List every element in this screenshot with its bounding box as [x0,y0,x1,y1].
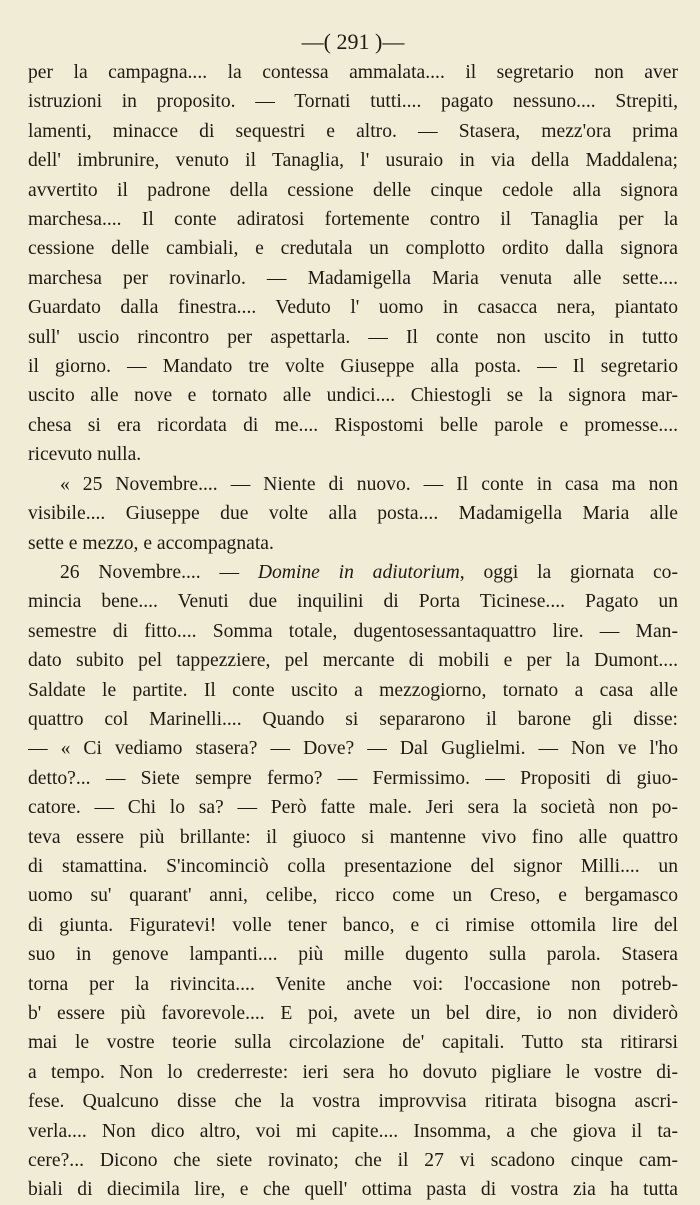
text-line: lamenti, minacce di sequestri e altro. — Stasera, mezz'ora prima [28,120,678,142]
text-line: visibile.... Giuseppe due volte alla posta.... Madamigella Maria alle [28,503,678,525]
text-line: dato subito pel tappezziere, pel mercante di mobili e per la Dumont.... [28,650,678,672]
text-line: sette e mezzo, e accompagnata. [28,532,274,554]
text-line: di giunta. Figuratevi! volle tener banco, e ci rimise ottomila lire del [28,914,678,936]
text-line: torna per la rivincita.... Venite anche voi: l'occasione non potreb- [28,973,678,995]
text-line: uscito alle nove e tornato alle undici.... Chiestogli se la signora mar- [28,385,678,407]
italic-phrase: Domine in adiutorium [257,561,460,583]
text-line: ricevuto nulla. [28,444,142,466]
text-line: semestre di fitto.... Somma totale, dugentosessantaquattro lire. — Man- [28,620,678,642]
text-line: marchesa per rovinarlo. — Madamigella Maria venuta alle sette.... [28,267,678,289]
page-number-header: —( 291 )— [301,29,405,54]
text-segment: , oggi la giornata co- [459,561,678,583]
text-line: marchesa.... Il conte adiratosi fortemente contro il Tanaglia per la [28,209,678,231]
text-line: Saldate le partite. Il conte uscito a mezzogiorno, tornato a casa alle [28,679,678,701]
text-line [28,558,678,587]
text-line: biali di diecimila lire, e che quell' ottima pasta di vostra zia ha tutta [28,1179,678,1201]
text-line: cessione delle cambiali, e credutala un complotto ordito dalla signora [28,238,678,260]
text-line: « 25 Novembre.... — Niente di nuovo. — Il conte in casa ma non [60,473,678,495]
text-line: — « Ci vediamo stasera? — Dove? — Dal Guglielmi. — Non ve l'ho [28,738,678,760]
text-line: dell' imbrunire, venuto il Tanaglia, l' usuraio in via della Maddalena; [28,150,678,172]
text-line: cere?... Dicono che siete rovinato; che il 27 vi scadono cinque cam- [28,1150,678,1172]
text-line: mai le vostre teorie sulla circolazione de' capitali. Tutto sta ritirarsi [28,1032,678,1054]
text-line: quattro col Marinelli.... Quando si separarono il barone gli disse: [28,708,678,730]
text-line: verla.... Non dico altro, voi mi capite.... Insomma, a che giova il ta- [28,1120,678,1142]
text-line: il giorno. — Mandato tre volte Giuseppe alla posta. — Il segretario [28,356,678,378]
text-line: istruzioni in proposito. — Tornati tutti.... pagato nessuno.... Strepiti, [28,91,678,113]
text-line: uomo su' quarant' anni, celibe, ricco come un Creso, e bergamasco [28,885,678,907]
text-line: di stamattina. S'incominciò colla presentazione del signor Milli.... un [28,855,678,877]
text-line: teva essere più brillante: il giuoco si mantenne vivo fino alle quattro [28,826,678,848]
text-line: per la campagna.... la contessa ammalata.... il segretario non aver [28,62,678,83]
text-line: sull' uscio rincontro per aspettarla. — Il conte non uscito in tutto [28,326,678,348]
text-line: a tempo. Non lo crederreste: ieri sera ho dovuto pigliare le vostre di- [28,1061,678,1083]
text-line: suo in genove lampanti.... più mille dugento sulla parola. Stasera [28,944,678,966]
text-line: Guardato dalla finestra.... Veduto l' uomo in casacca nera, piantato [28,297,678,319]
text-segment: 26 Novembre.... — [60,561,258,583]
text-line: fese. Qualcuno disse che la vostra improvvisa ritirata bisogna ascri- [28,1091,678,1113]
text-line: mincia bene.... Venuti due inquilini di Porta Ticinese.... Pagato un [28,591,678,613]
text-line: b' essere più favorevole.... E poi, avete un bel dire, io non dividerò [28,1003,678,1024]
text-line: catore. — Chi lo sa? — Però fatte male. Jeri sera la società non po- [28,797,678,819]
text-line: detto?... — Siete sempre fermo? — Fermissimo. — Propositi di giuo- [28,767,678,789]
text-line: avvertito il padrone della cessione delle cinque cedole alla signora [28,179,678,201]
text-line: chesa si era ricordata di me.... Rispostomi belle parole e promesse.... [28,414,678,436]
page-body-text [28,58,678,1205]
